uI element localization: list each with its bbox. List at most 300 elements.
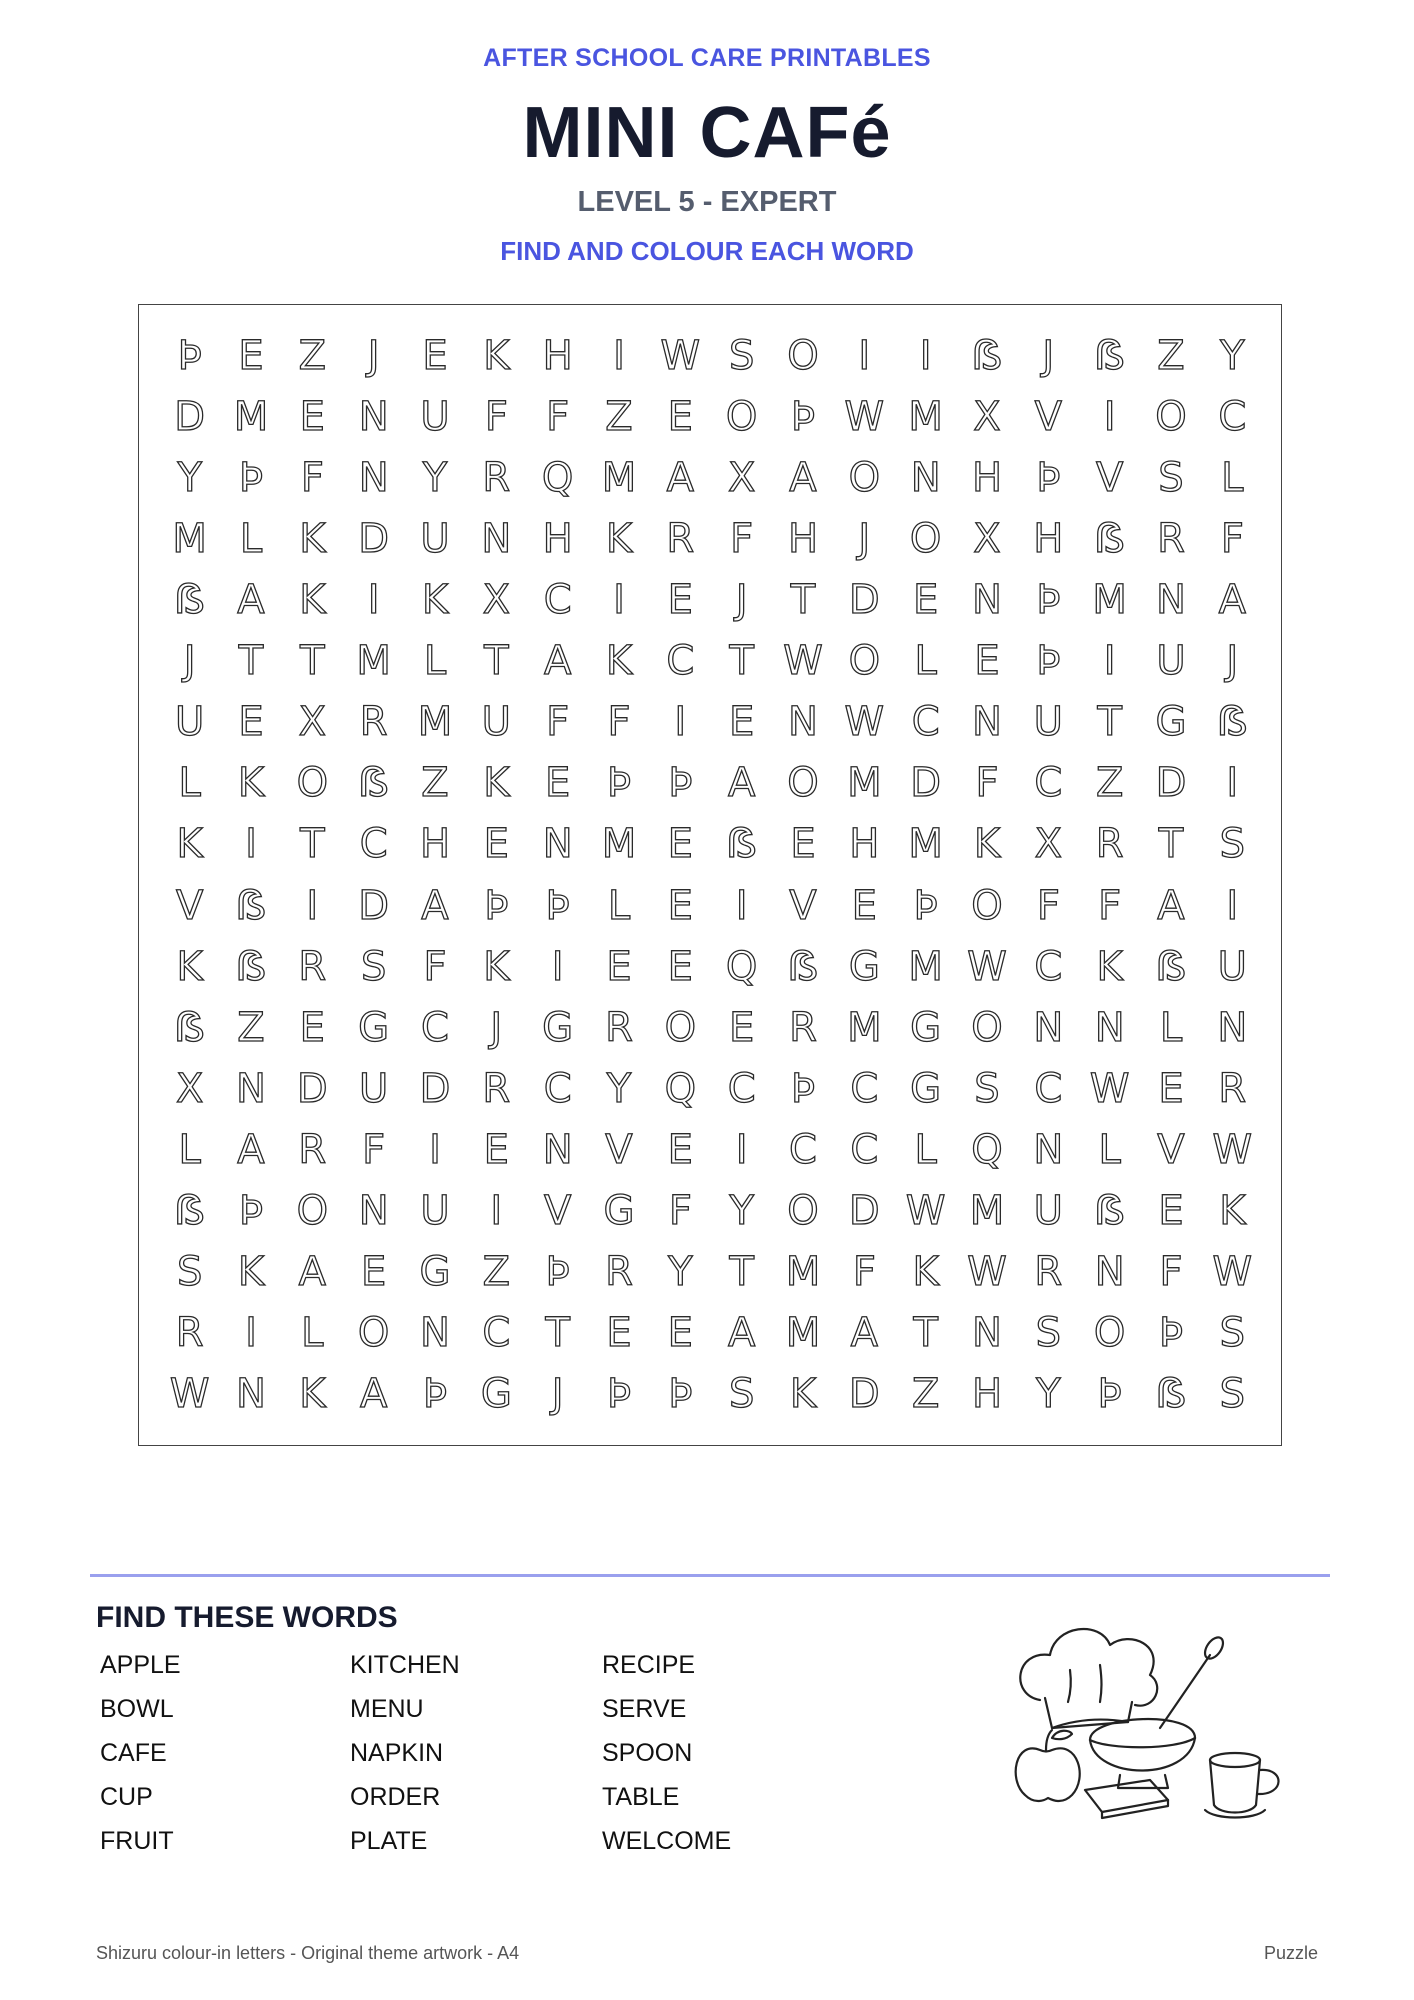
grid-letter[interactable]: E xyxy=(913,576,939,623)
grid-letter[interactable]: R xyxy=(175,1310,204,1357)
grid-letter[interactable]: ẞ xyxy=(174,1188,206,1235)
grid-letter[interactable]: R xyxy=(1095,821,1124,868)
grid-letter[interactable]: E xyxy=(606,943,632,990)
grid-letter[interactable]: L xyxy=(1159,1004,1183,1051)
grid-letter[interactable]: C xyxy=(911,699,940,746)
grid-letter[interactable]: N xyxy=(972,576,1002,623)
grid-letter[interactable]: T xyxy=(729,1249,754,1296)
grid-letter[interactable]: G xyxy=(1155,699,1187,746)
grid-letter[interactable]: V xyxy=(789,882,817,929)
grid-letter[interactable]: ẞ xyxy=(358,760,390,807)
grid-letter[interactable]: S xyxy=(1158,454,1184,501)
grid-letter[interactable]: N xyxy=(910,454,941,501)
grid-letter[interactable]: R xyxy=(298,943,327,990)
grid-letter[interactable]: Q xyxy=(541,454,574,501)
grid-letter[interactable]: R xyxy=(482,1065,511,1112)
grid-letter[interactable]: A xyxy=(666,454,694,501)
grid-letter[interactable]: I xyxy=(1226,882,1239,929)
grid-letter[interactable]: V xyxy=(1034,393,1062,440)
grid-letter[interactable]: S xyxy=(1035,1310,1062,1357)
grid-letter[interactable]: M xyxy=(785,1310,821,1357)
grid-letter[interactable]: F xyxy=(730,515,754,562)
grid-letter[interactable]: Q xyxy=(725,943,758,990)
grid-letter[interactable]: M xyxy=(908,821,943,868)
grid-letter[interactable]: E xyxy=(729,699,755,746)
grid-letter[interactable]: N xyxy=(420,1310,450,1357)
grid-letter[interactable]: M xyxy=(847,1004,882,1051)
grid-letter[interactable]: I xyxy=(613,576,625,623)
grid-letter[interactable]: ẞ xyxy=(1155,943,1187,990)
grid-letter[interactable]: A xyxy=(237,1126,265,1173)
grid-letter[interactable]: T xyxy=(238,638,264,685)
grid-letter[interactable]: ẞ xyxy=(174,576,206,623)
grid-letter[interactable]: K xyxy=(237,1249,265,1296)
grid-letter[interactable]: Þ xyxy=(484,882,509,929)
grid-letter[interactable]: I xyxy=(1103,638,1116,685)
grid-letter[interactable]: S xyxy=(1219,1310,1246,1357)
grid-letter[interactable]: E xyxy=(483,821,509,868)
grid-letter[interactable]: A xyxy=(727,760,756,807)
grid-letter[interactable]: Z xyxy=(911,1371,940,1418)
grid-letter[interactable]: K xyxy=(605,515,633,562)
grid-letter[interactable]: X xyxy=(973,515,1001,562)
grid-letter[interactable]: E xyxy=(667,1310,693,1357)
grid-letter[interactable]: H xyxy=(542,515,573,562)
grid-letter[interactable]: Q xyxy=(971,1126,1003,1173)
grid-letter[interactable]: G xyxy=(358,1004,390,1051)
grid-letter[interactable]: N xyxy=(1217,1004,1248,1051)
grid-letter[interactable]: ẞ xyxy=(235,882,267,929)
grid-letter[interactable]: R xyxy=(482,454,511,501)
grid-letter[interactable]: C xyxy=(666,638,695,685)
grid-letter[interactable]: U xyxy=(1033,699,1063,746)
grid-letter[interactable]: M xyxy=(847,760,882,807)
grid-letter[interactable]: U xyxy=(1156,638,1186,685)
grid-letter[interactable]: R xyxy=(605,1249,633,1296)
grid-letter[interactable]: R xyxy=(666,515,695,562)
grid-letter[interactable]: A xyxy=(421,882,449,929)
grid-letter[interactable]: L xyxy=(301,1310,324,1357)
grid-letter[interactable]: E xyxy=(729,1004,755,1051)
grid-letter[interactable]: Y xyxy=(1220,332,1245,379)
grid-letter[interactable]: C xyxy=(1034,1065,1063,1112)
grid-letter[interactable]: Þ xyxy=(422,1371,448,1418)
grid-letter[interactable]: C xyxy=(850,1065,879,1112)
grid-letter[interactable]: U xyxy=(359,1065,389,1112)
grid-letter[interactable]: L xyxy=(178,1126,201,1173)
grid-letter[interactable]: D xyxy=(358,515,390,562)
grid-letter[interactable]: Þ xyxy=(606,760,632,807)
grid-letter[interactable]: W xyxy=(844,393,885,440)
grid-letter[interactable]: Þ xyxy=(1097,1371,1122,1418)
grid-letter[interactable]: W xyxy=(1212,1126,1253,1173)
grid-letter[interactable]: E xyxy=(545,760,571,807)
grid-letter[interactable]: E xyxy=(483,1126,509,1173)
grid-letter[interactable]: O xyxy=(848,638,881,685)
grid-letter[interactable]: W xyxy=(967,1249,1007,1296)
grid-letter[interactable]: U xyxy=(175,699,205,746)
grid-letter[interactable]: X xyxy=(482,576,511,623)
grid-letter[interactable]: L xyxy=(1098,1126,1121,1173)
grid-letter[interactable]: M xyxy=(172,515,207,562)
grid-letter[interactable]: ẞ xyxy=(1094,332,1126,379)
grid-letter[interactable]: U xyxy=(1033,1188,1063,1235)
grid-letter[interactable]: ẞ xyxy=(787,943,819,990)
grid-letter[interactable]: ẞ xyxy=(726,821,758,868)
grid-letter[interactable]: N xyxy=(481,515,512,562)
grid-letter[interactable]: L xyxy=(914,638,937,685)
grid-letter[interactable]: L xyxy=(1221,454,1244,501)
grid-letter[interactable]: O xyxy=(909,515,942,562)
grid-letter[interactable]: O xyxy=(1093,1310,1126,1357)
grid-letter[interactable]: F xyxy=(423,943,447,990)
grid-letter[interactable]: I xyxy=(613,332,625,379)
grid-letter[interactable]: J xyxy=(1042,332,1055,379)
grid-letter[interactable]: Y xyxy=(668,1249,693,1296)
grid-letter[interactable]: O xyxy=(296,760,329,807)
grid-letter[interactable]: D xyxy=(174,393,206,440)
grid-letter[interactable]: I xyxy=(1226,760,1239,807)
grid-letter[interactable]: T xyxy=(1097,699,1122,746)
grid-letter[interactable]: J xyxy=(1226,638,1239,685)
grid-letter[interactable]: Z xyxy=(1095,760,1124,807)
grid-letter[interactable]: G xyxy=(419,1249,451,1296)
grid-letter[interactable]: M xyxy=(601,821,637,868)
grid-letter[interactable]: S xyxy=(974,1065,1000,1112)
grid-letter[interactable]: A xyxy=(359,1371,388,1418)
grid-letter[interactable]: F xyxy=(1220,515,1244,562)
grid-letter[interactable]: E xyxy=(238,699,264,746)
grid-letter[interactable]: E xyxy=(299,1004,325,1051)
grid-letter[interactable]: E xyxy=(667,943,693,990)
grid-letter[interactable]: S xyxy=(728,332,755,379)
grid-letter[interactable]: N xyxy=(358,454,389,501)
grid-letter[interactable]: M xyxy=(969,1188,1005,1235)
grid-letter[interactable]: Þ xyxy=(238,454,264,501)
grid-letter[interactable]: K xyxy=(299,1371,326,1418)
grid-letter[interactable]: E xyxy=(667,576,693,623)
grid-letter[interactable]: J xyxy=(735,576,748,623)
grid-letter[interactable]: H xyxy=(542,332,573,379)
grid-letter[interactable]: F xyxy=(607,699,631,746)
grid-letter[interactable]: E xyxy=(299,393,325,440)
grid-letter[interactable]: O xyxy=(664,1004,697,1051)
grid-letter[interactable]: O xyxy=(787,332,819,379)
grid-letter[interactable]: I xyxy=(490,1188,503,1235)
grid-letter[interactable]: O xyxy=(787,760,819,807)
grid-letter[interactable]: Y xyxy=(606,1065,632,1112)
grid-letter[interactable]: I xyxy=(858,332,871,379)
grid-letter[interactable]: N xyxy=(358,1188,389,1235)
grid-letter[interactable]: V xyxy=(1095,454,1124,501)
grid-letter[interactable]: E xyxy=(1158,1065,1184,1112)
grid-letter[interactable]: K xyxy=(912,1249,939,1296)
grid-letter[interactable]: ẞ xyxy=(174,1004,206,1051)
grid-letter[interactable]: Z xyxy=(605,393,633,440)
grid-letter[interactable]: G xyxy=(480,1371,512,1418)
grid-letter[interactable]: ẞ xyxy=(1094,515,1126,562)
grid-letter[interactable]: U xyxy=(420,1188,450,1235)
grid-letter[interactable]: K xyxy=(789,1371,817,1418)
grid-letter[interactable]: J xyxy=(490,1004,503,1051)
grid-letter[interactable]: F xyxy=(546,393,570,440)
grid-letter[interactable]: S xyxy=(1219,821,1246,868)
grid-letter[interactable]: U xyxy=(481,699,511,746)
grid-letter[interactable]: F xyxy=(362,1126,386,1173)
grid-letter[interactable]: ẞ xyxy=(1155,1371,1187,1418)
grid-letter[interactable]: L xyxy=(914,1126,937,1173)
grid-letter[interactable]: L xyxy=(178,760,201,807)
grid-letter[interactable]: D xyxy=(1155,760,1187,807)
grid-letter[interactable]: O xyxy=(1155,393,1187,440)
grid-letter[interactable]: F xyxy=(975,760,999,807)
grid-letter[interactable]: G xyxy=(542,1004,574,1051)
grid-letter[interactable]: H xyxy=(787,515,819,562)
grid-letter[interactable]: Y xyxy=(729,1188,754,1235)
grid-letter[interactable]: I xyxy=(735,1126,748,1173)
grid-letter[interactable]: S xyxy=(728,1371,755,1418)
grid-letter[interactable]: A xyxy=(1218,576,1246,623)
grid-letter[interactable]: K xyxy=(421,576,449,623)
grid-letter[interactable]: R xyxy=(605,1004,633,1051)
grid-letter[interactable]: Y xyxy=(422,454,448,501)
grid-letter[interactable]: T xyxy=(913,1310,938,1357)
grid-letter[interactable]: Þ xyxy=(790,1065,816,1112)
grid-letter[interactable]: M xyxy=(601,454,637,501)
grid-letter[interactable]: R xyxy=(789,1004,817,1051)
grid-letter[interactable]: Þ xyxy=(545,882,570,929)
grid-letter[interactable]: N xyxy=(972,1310,1002,1357)
grid-letter[interactable]: F xyxy=(546,699,570,746)
grid-letter[interactable]: I xyxy=(306,882,319,929)
grid-letter[interactable]: N xyxy=(236,1371,266,1418)
grid-letter[interactable]: O xyxy=(787,1188,819,1235)
grid-letter[interactable]: F xyxy=(1159,1249,1183,1296)
grid-letter[interactable]: K xyxy=(176,943,203,990)
grid-letter[interactable]: D xyxy=(848,1371,880,1418)
grid-letter[interactable]: Þ xyxy=(1036,454,1061,501)
grid-letter[interactable]: W xyxy=(660,332,701,379)
grid-letter[interactable]: N xyxy=(542,1126,573,1173)
grid-letter[interactable]: Þ xyxy=(1158,1310,1184,1357)
grid-letter[interactable]: V xyxy=(543,1188,572,1235)
grid-letter[interactable]: A xyxy=(1157,882,1185,929)
grid-letter[interactable]: D xyxy=(296,1065,328,1112)
grid-letter[interactable]: C xyxy=(543,576,572,623)
grid-letter[interactable]: N xyxy=(1033,1126,1064,1173)
grid-letter[interactable]: M xyxy=(1092,576,1127,623)
grid-letter[interactable]: E xyxy=(238,332,264,379)
grid-letter[interactable]: Þ xyxy=(606,1371,632,1418)
grid-letter[interactable]: K xyxy=(1219,1188,1246,1235)
grid-letter[interactable]: E xyxy=(790,821,816,868)
grid-letter[interactable]: T xyxy=(729,638,754,685)
grid-letter[interactable]: Þ xyxy=(238,1188,264,1235)
grid-letter[interactable]: N xyxy=(542,821,573,868)
grid-letter[interactable]: X xyxy=(1034,821,1063,868)
grid-letter[interactable]: Z xyxy=(237,1004,265,1051)
grid-letter[interactable]: C xyxy=(727,1065,756,1112)
grid-letter[interactable]: N xyxy=(236,1065,266,1112)
grid-letter[interactable]: L xyxy=(607,882,631,929)
grid-letter[interactable]: I xyxy=(245,821,257,868)
grid-letter[interactable]: K xyxy=(299,515,326,562)
grid-letter[interactable]: K xyxy=(299,576,326,623)
grid-letter[interactable]: U xyxy=(420,515,450,562)
grid-letter[interactable]: Þ xyxy=(913,882,938,929)
grid-letter[interactable]: O xyxy=(971,1004,1003,1051)
grid-letter[interactable]: M xyxy=(356,638,391,685)
grid-letter[interactable]: N xyxy=(788,699,818,746)
grid-letter[interactable]: H xyxy=(419,821,451,868)
grid-letter[interactable]: O xyxy=(725,393,758,440)
grid-letter[interactable]: F xyxy=(300,454,324,501)
grid-letter[interactable]: D xyxy=(848,1188,880,1235)
grid-letter[interactable]: M xyxy=(233,393,269,440)
grid-letter[interactable]: H xyxy=(971,1371,1003,1418)
grid-letter[interactable]: W xyxy=(967,943,1007,990)
grid-letter[interactable]: E xyxy=(667,1126,693,1173)
grid-letter[interactable]: K xyxy=(483,760,510,807)
grid-letter[interactable]: F xyxy=(1036,882,1060,929)
grid-letter[interactable]: J xyxy=(551,1371,564,1418)
grid-letter[interactable]: R xyxy=(359,699,388,746)
grid-letter[interactable]: S xyxy=(360,943,387,990)
grid-letter[interactable]: N xyxy=(1156,576,1186,623)
grid-letter[interactable]: F xyxy=(1098,882,1122,929)
grid-letter[interactable]: F xyxy=(852,1249,876,1296)
grid-letter[interactable]: C xyxy=(359,821,388,868)
grid-letter[interactable]: W xyxy=(844,699,885,746)
grid-letter[interactable]: W xyxy=(1089,1065,1130,1112)
grid-letter[interactable]: F xyxy=(668,1188,692,1235)
grid-letter[interactable]: E xyxy=(851,882,877,929)
grid-letter[interactable]: K xyxy=(973,821,1001,868)
grid-letter[interactable]: O xyxy=(848,454,881,501)
grid-letter[interactable]: E xyxy=(422,332,448,379)
grid-letter[interactable]: T xyxy=(300,821,325,868)
grid-letter[interactable]: N xyxy=(1094,1004,1125,1051)
grid-letter[interactable]: Z xyxy=(421,760,449,807)
grid-letter[interactable]: V xyxy=(605,1126,633,1173)
grid-letter[interactable]: C xyxy=(1034,943,1063,990)
grid-letter[interactable]: W xyxy=(1212,1249,1253,1296)
grid-letter[interactable]: C xyxy=(543,1065,572,1112)
grid-letter[interactable]: G xyxy=(603,1188,635,1235)
grid-letter[interactable]: K xyxy=(1096,943,1123,990)
grid-letter[interactable]: U xyxy=(1217,943,1247,990)
grid-letter[interactable]: X xyxy=(298,699,327,746)
grid-letter[interactable]: K xyxy=(605,638,633,685)
grid-letter[interactable]: V xyxy=(1157,1126,1185,1173)
grid-letter[interactable]: M xyxy=(785,1249,821,1296)
grid-letter[interactable]: S xyxy=(1219,1371,1246,1418)
grid-letter[interactable]: A xyxy=(727,1310,756,1357)
grid-letter[interactable]: ẞ xyxy=(971,332,1003,379)
grid-letter[interactable]: E xyxy=(361,1249,387,1296)
grid-letter[interactable]: E xyxy=(606,1310,632,1357)
grid-letter[interactable]: O xyxy=(296,1188,329,1235)
grid-letter[interactable]: D xyxy=(848,576,880,623)
grid-letter[interactable]: I xyxy=(551,943,564,990)
grid-letter[interactable]: Z xyxy=(298,332,327,379)
grid-letter[interactable]: G xyxy=(910,1004,942,1051)
grid-letter[interactable]: F xyxy=(484,393,508,440)
grid-letter[interactable]: R xyxy=(1218,1065,1247,1112)
grid-letter[interactable]: ẞ xyxy=(1216,699,1248,746)
grid-letter[interactable]: D xyxy=(419,1065,451,1112)
grid-letter[interactable]: E xyxy=(1158,1188,1184,1235)
grid-letter[interactable]: L xyxy=(239,515,263,562)
grid-letter[interactable]: Y xyxy=(1036,1371,1061,1418)
grid-letter[interactable]: E xyxy=(667,882,693,929)
grid-letter[interactable]: C xyxy=(1034,760,1063,807)
grid-letter[interactable]: Þ xyxy=(790,393,816,440)
grid-letter[interactable]: Z xyxy=(482,1249,511,1296)
grid-letter[interactable]: O xyxy=(357,1310,390,1357)
grid-letter[interactable]: R xyxy=(298,1126,327,1173)
grid-letter[interactable]: D xyxy=(910,760,942,807)
grid-letter[interactable]: M xyxy=(908,943,943,990)
grid-letter[interactable]: N xyxy=(972,699,1002,746)
grid-letter[interactable]: I xyxy=(245,1310,257,1357)
grid-letter[interactable]: E xyxy=(667,821,693,868)
grid-letter[interactable]: M xyxy=(417,699,453,746)
grid-letter[interactable]: N xyxy=(358,393,389,440)
grid-letter[interactable]: U xyxy=(420,393,450,440)
grid-letter[interactable]: ẞ xyxy=(235,943,267,990)
grid-letter[interactable]: O xyxy=(971,882,1003,929)
grid-letter[interactable]: C xyxy=(850,1126,879,1173)
grid-letter[interactable]: K xyxy=(483,943,510,990)
grid-letter[interactable]: Þ xyxy=(1036,638,1061,685)
grid-letter[interactable]: T xyxy=(790,576,816,623)
grid-letter[interactable]: C xyxy=(421,1004,449,1051)
grid-letter[interactable]: W xyxy=(169,1371,210,1418)
grid-letter[interactable]: V xyxy=(175,882,204,929)
grid-letter[interactable]: X xyxy=(973,393,1001,440)
grid-letter[interactable]: Q xyxy=(664,1065,697,1112)
grid-letter[interactable]: R xyxy=(1157,515,1185,562)
grid-letter[interactable]: M xyxy=(908,393,943,440)
grid-letter[interactable]: I xyxy=(1103,393,1116,440)
grid-letter[interactable]: H xyxy=(849,821,880,868)
grid-letter[interactable]: A xyxy=(850,1310,878,1357)
grid-letter[interactable]: R xyxy=(1034,1249,1063,1296)
grid-letter[interactable]: K xyxy=(483,332,510,379)
grid-letter[interactable]: H xyxy=(971,454,1003,501)
grid-letter[interactable]: Y xyxy=(177,454,202,501)
grid-letter[interactable]: A xyxy=(543,638,572,685)
grid-letter[interactable]: N xyxy=(1094,1249,1125,1296)
grid-letter[interactable]: A xyxy=(789,454,817,501)
grid-letter[interactable]: T xyxy=(545,1310,570,1357)
grid-letter[interactable]: J xyxy=(183,638,196,685)
grid-letter[interactable]: D xyxy=(358,882,390,929)
grid-letter[interactable]: I xyxy=(429,1126,441,1173)
grid-letter[interactable]: Þ xyxy=(668,1371,693,1418)
grid-letter[interactable]: W xyxy=(905,1188,946,1235)
grid-letter[interactable]: K xyxy=(176,821,203,868)
grid-letter[interactable]: A xyxy=(237,576,265,623)
grid-letter[interactable]: I xyxy=(919,332,932,379)
grid-letter[interactable]: J xyxy=(367,332,380,379)
grid-letter[interactable]: E xyxy=(667,393,693,440)
grid-letter[interactable]: Þ xyxy=(668,760,693,807)
grid-letter[interactable]: T xyxy=(484,638,509,685)
grid-letter[interactable]: T xyxy=(300,638,325,685)
grid-letter[interactable]: S xyxy=(176,1249,203,1296)
